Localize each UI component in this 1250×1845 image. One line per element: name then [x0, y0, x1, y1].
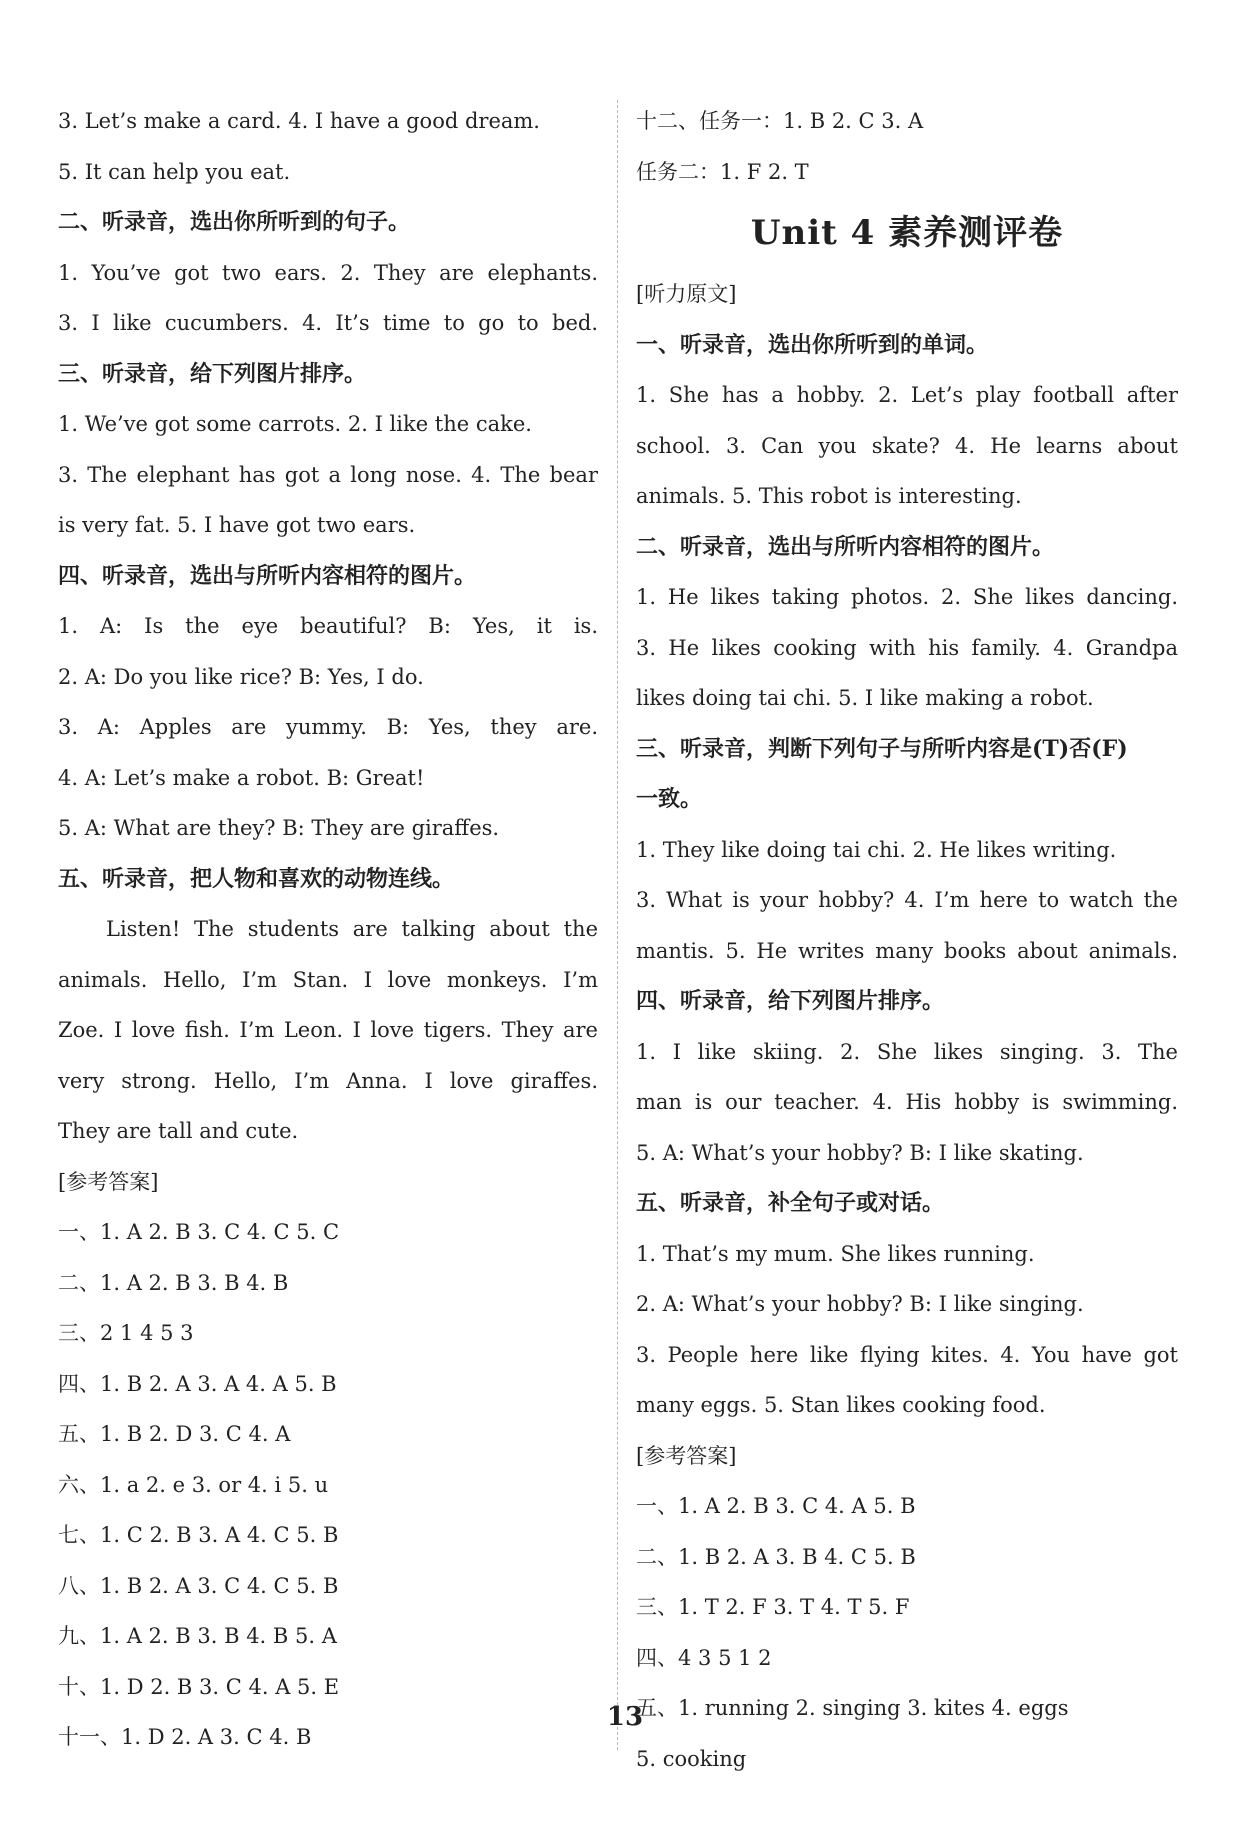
- text-line: mantis. 5. He writes many books about animals.: [636, 938, 1178, 963]
- text-line: 九、1. A 2. B 3. B 4. B 5. A: [58, 1624, 337, 1648]
- text-line: 3. A: Apples are yummy. B: Yes, they are.: [58, 715, 598, 739]
- text-line: 四、1. B 2. A 3. A 4. A 5. B: [58, 1371, 337, 1396]
- text-line: school. 3. Can you skate? 4. He learns about: [636, 433, 1178, 458]
- text-line: 七、1. C 2. B 3. A 4. C 5. B: [58, 1523, 339, 1547]
- text-line: 三、2 1 4 5 3: [58, 1321, 194, 1345]
- unit-title: Unit 4 素养测评卷: [750, 213, 1064, 253]
- text-line: is very fat. 5. I have got two ears.: [58, 513, 416, 537]
- text-line: Zoe. I love fish. I’m Leon. I love tigers. They are: [58, 1018, 598, 1042]
- text-line: 四、4 3 5 1 2: [636, 1645, 772, 1670]
- text-line: 1. We’ve got some carrots. 2. I like the cake.: [58, 412, 532, 436]
- text-line: likes doing tai chi. 5. I like making a robot.: [636, 686, 1094, 710]
- text-line: 二、1. A 2. B 3. B 4. B: [58, 1270, 289, 1295]
- text-line: 任务二：1. F 2. T: [636, 159, 809, 184]
- text-line: [参考答案]: [636, 1443, 737, 1468]
- section-heading: 三、听录音，给下列图片排序。: [58, 360, 367, 387]
- text-line: 五、1. running 2. singing 3. kites 4. eggs: [636, 1696, 1069, 1720]
- text-line: 六、1. a 2. e 3. or 4. i 5. u: [58, 1472, 329, 1497]
- text-line: They are tall and cute.: [58, 1119, 299, 1143]
- text-line: 1. He likes taking photos. 2. She likes dancing.: [636, 585, 1178, 609]
- text-line: 1. You’ve got two ears. 2. They are elephants.: [58, 260, 598, 285]
- text-line: 5. A: What are they? B: They are giraffes.: [58, 816, 500, 840]
- text-line: Listen! The students are talking about the: [106, 917, 598, 941]
- text-line: animals. Hello, I’m Stan. I love monkeys. I’m: [58, 967, 598, 992]
- text-line: 十二、任务一：1. B 2. C 3. A: [636, 109, 924, 133]
- page-number: 13: [606, 1702, 644, 1732]
- text-line: 1. That’s my mum. She likes running.: [636, 1241, 1035, 1266]
- text-line: 十、1. D 2. B 3. C 4. A 5. E: [58, 1674, 340, 1699]
- text-line: 八、1. B 2. A 3. C 4. C 5. B: [58, 1573, 339, 1598]
- text-line: 5. cooking: [636, 1746, 747, 1771]
- right-top-answers: [636, 96, 1178, 197]
- section-heading: 五、听录音，补全句子或对话。: [636, 1190, 945, 1216]
- text-line: man is our teacher. 4. His hobby is swimming.: [636, 1090, 1178, 1114]
- text-line: 一、1. A 2. B 3. C 4. A 5. B: [636, 1494, 916, 1518]
- text-line: 一、1. A 2. B 3. C 4. C 5. C: [58, 1220, 340, 1244]
- left-column: [58, 96, 598, 1763]
- text-line: 5. A: What’s your hobby? B: I like skating.: [636, 1140, 1084, 1165]
- column-divider: [617, 100, 618, 1750]
- text-line: 3. People here like flying kites. 4. You have got: [636, 1342, 1178, 1367]
- right-main-content: [636, 269, 1178, 1784]
- text-line: 二、1. B 2. A 3. B 4. C 5. B: [636, 1544, 916, 1569]
- text-line: 3. What is your hobby? 4. I’m here to watch the: [636, 888, 1178, 912]
- section-heading: 一致。: [636, 786, 703, 812]
- text-line: 1. A: Is the eye beautiful? B: Yes, it is.: [58, 614, 598, 638]
- text-line: 十一、1. D 2. A 3. C 4. B: [58, 1725, 312, 1749]
- text-line: 2. A: What’s your hobby? B: I like singing.: [636, 1292, 1084, 1316]
- section-heading: 四、听录音，选出与所听内容相符的图片。: [58, 562, 477, 589]
- text-line: 3. The elephant has got a long nose. 4. The bear: [58, 462, 598, 487]
- text-line: 3. Let’s make a card. 4. I have a good dream.: [58, 109, 540, 133]
- text-line: 3. I like cucumbers. 4. It’s time to go to bed.: [58, 311, 598, 335]
- text-line: 1. They like doing tai chi. 2. He likes writing.: [636, 837, 1117, 862]
- text-line: [参考答案]: [58, 1169, 159, 1194]
- text-line: 3. He likes cooking with his family. 4. Grandpa: [636, 635, 1178, 660]
- text-line: [听力原文]: [636, 282, 737, 306]
- text-line: 2. A: Do you like rice? B: Yes, I do.: [58, 664, 424, 689]
- section-heading: 五、听录音，把人物和喜欢的动物连线。: [58, 865, 455, 892]
- text-line: 1. She has a hobby. 2. Let’s play football after: [636, 383, 1178, 407]
- text-line: 1. I like skiing. 2. She likes singing. 3. The: [636, 1039, 1178, 1064]
- text-line: 5. It can help you eat.: [58, 159, 291, 184]
- right-column: [636, 96, 1178, 1784]
- section-heading: 三、听录音，判断下列句子与所听内容是(T)否(F): [636, 735, 1128, 762]
- section-heading: 四、听录音，给下列图片排序。: [636, 988, 945, 1014]
- text-line: 五、1. B 2. D 3. C 4. A: [58, 1422, 291, 1446]
- text-line: 三、1. T 2. F 3. T 4. T 5. F: [636, 1595, 910, 1619]
- text-line: 4. A: Let’s make a robot. B: Great!: [58, 765, 425, 790]
- section-heading: 二、听录音，选出与所听内容相符的图片。: [636, 533, 1055, 560]
- section-heading: 一、听录音，选出你所听到的单词。: [636, 331, 989, 358]
- text-line: very strong. Hello, I’m Anna. I love giraffes.: [58, 1068, 598, 1093]
- text-line: many eggs. 5. Stan likes cooking food.: [636, 1393, 1046, 1417]
- text-line: animals. 5. This robot is interesting.: [636, 484, 1022, 508]
- section-heading: 二、听录音，选出你所听到的句子。: [58, 209, 411, 235]
